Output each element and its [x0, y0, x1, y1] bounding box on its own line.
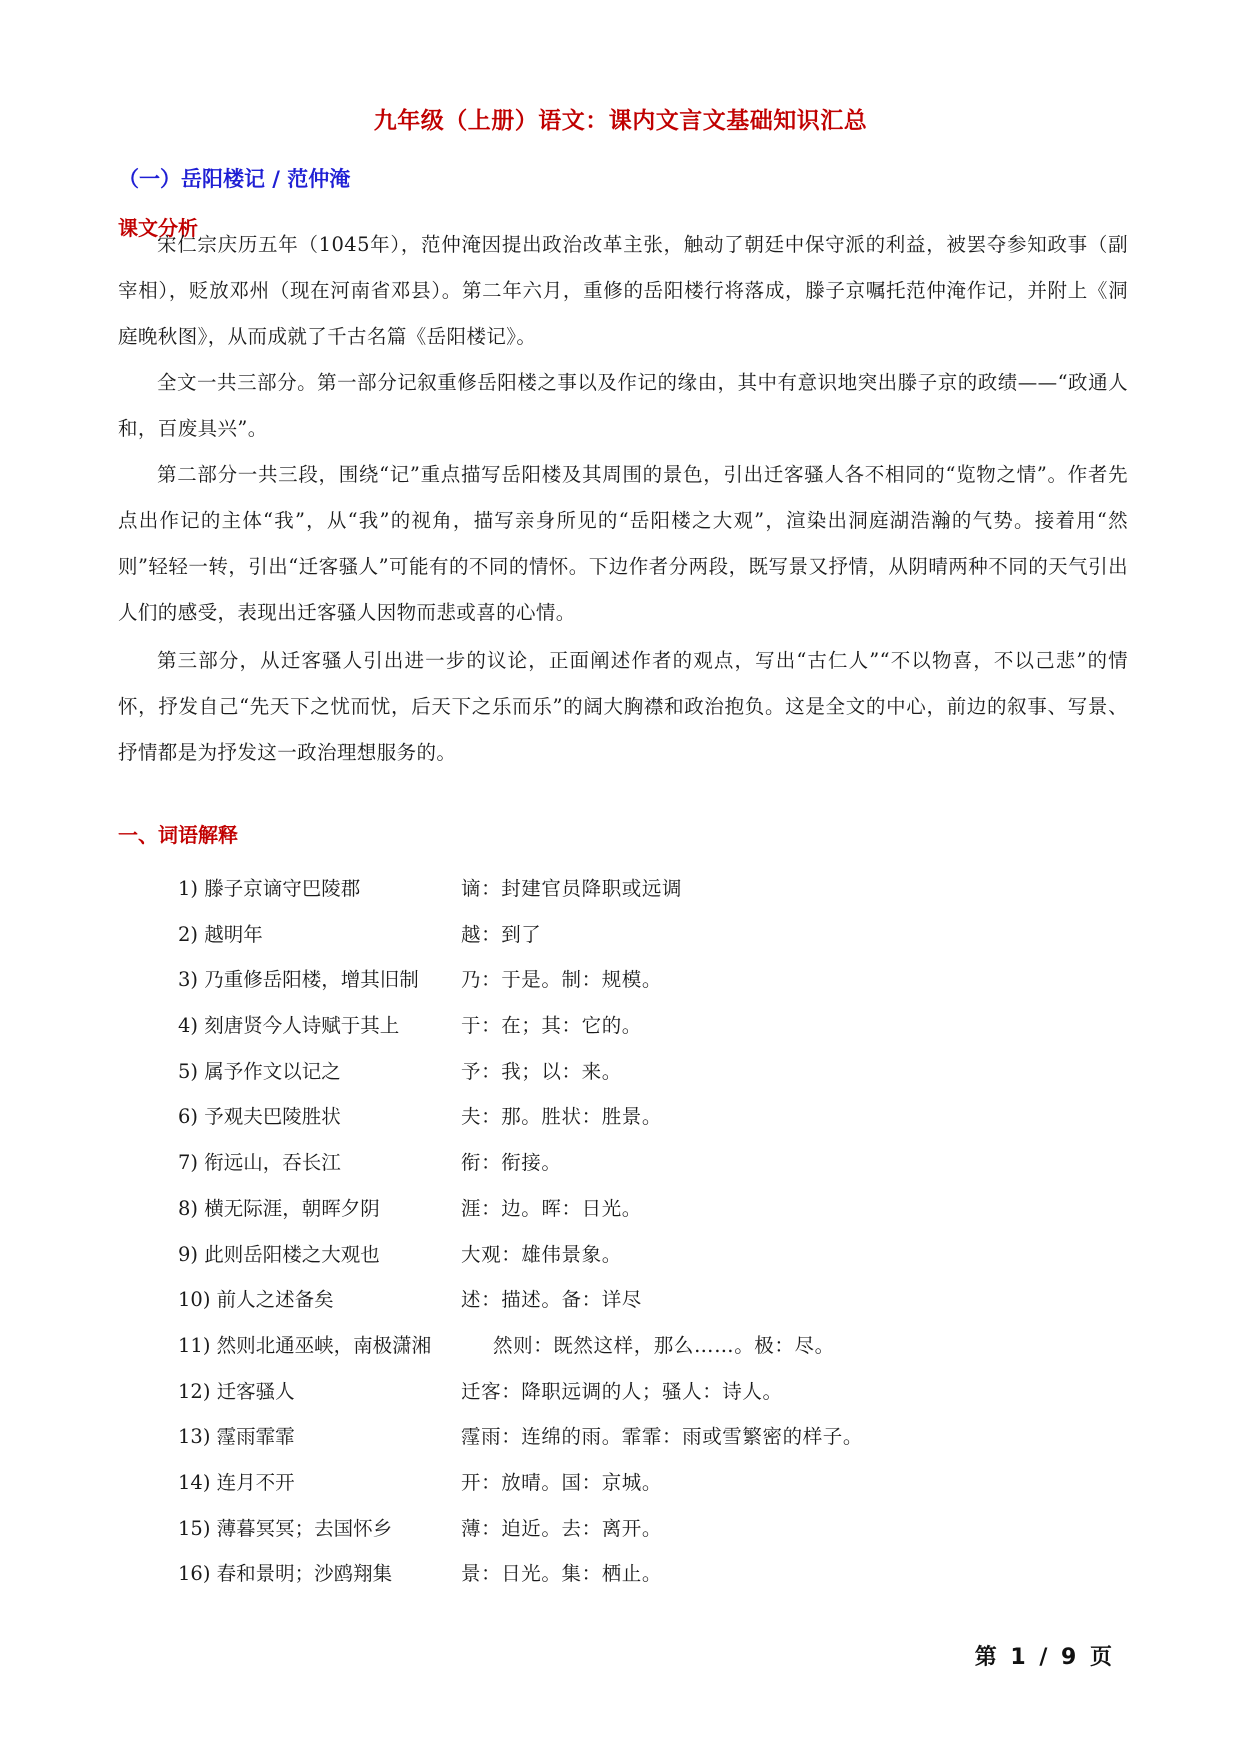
vocab-term: 刻唐贤今人诗赋于其上	[204, 1014, 400, 1038]
vocab-gloss: 乃：于是。制：规模。	[461, 968, 663, 992]
vocab-item	[178, 1140, 1078, 1186]
vocab-gloss: 景：日光。集：栖止。	[461, 1562, 663, 1586]
vocab-gloss: 涯：边。晖：日光。	[461, 1196, 642, 1220]
vocab-number: 16)	[178, 1562, 211, 1586]
vocab-number: 2)	[178, 922, 199, 946]
vocab-item	[178, 1506, 1078, 1552]
vocab-gloss: 然则：既然这样，那么……。极：尽。	[493, 1333, 835, 1357]
vocab-gloss: 霪雨：连绵的雨。霏霏：雨或雪繁密的样子。	[461, 1425, 864, 1449]
vocab-heading: 一、词语解释	[118, 823, 238, 847]
vocab-gloss: 于：在；其：它的。	[461, 1014, 642, 1038]
vocab-gloss: 予：我；以：来。	[461, 1059, 622, 1083]
vocab-term: 前人之述备矣	[216, 1288, 334, 1312]
vocab-item	[178, 1277, 1078, 1323]
vocab-item	[178, 1094, 1078, 1140]
vocab-number: 14)	[178, 1470, 211, 1494]
paragraph-background: 宋仁宗庆历五年（1045年），范仲淹因提出政治改革主张，触动了朝廷中保守派的利益，被罢夺参知政事（副宰相），贬放邓州（现在河南省邓县）。第二年六月，重修的岳阳楼行将落成，滕子京嘱托范仲淹作记，并附上《洞庭晚秋图》，从而成就了千古名篇《岳阳楼记》。	[118, 233, 1128, 348]
vocab-number: 12)	[178, 1379, 211, 1403]
vocab-term: 乃重修岳阳楼，增其旧制	[204, 968, 419, 992]
paragraph-part-one: 全文一共三部分。第一部分记叙重修岳阳楼之事以及作记的缘由，其中有意识地突出滕子京的政绩——“政通人和，百废具兴”。	[118, 371, 1128, 440]
vocab-item	[178, 1369, 1078, 1415]
vocab-item	[178, 1551, 1078, 1597]
vocab-term: 迁客骚人	[216, 1379, 295, 1403]
vocab-item	[178, 957, 1078, 1003]
vocab-term: 霪雨霏霏	[216, 1425, 295, 1449]
vocab-item	[178, 866, 1078, 912]
vocab-term: 春和景明；沙鸥翔集	[216, 1562, 393, 1586]
vocab-gloss: 越：到了	[461, 922, 542, 946]
vocab-gloss: 述：描述。备：详尽	[461, 1288, 642, 1312]
vocab-gloss: 薄：迫近。去：离开。	[461, 1516, 663, 1540]
paragraph-part-three: 第三部分，从迁客骚人引出进一步的议论，正面阐述作者的观点，写出“古仁人”“不以物喜，不以己悲”的情怀，抒发自己“先天下之忧而忧，后天下之乐而乐”的阔大胸襟和政治抱负。这是全文的中心，前边的叙事、写景、抒情都是为抒发这一政治理想服务的。	[118, 649, 1128, 764]
vocab-gloss: 大观：雄伟景象。	[461, 1242, 622, 1266]
vocab-number: 13)	[178, 1425, 211, 1449]
vocab-list	[178, 866, 1078, 1597]
vocab-item	[178, 912, 1078, 958]
analysis-heading: 课文分析	[118, 216, 198, 240]
document-title: 九年级（上册）语文：课内文言文基础知识汇总	[373, 108, 868, 134]
vocab-item	[178, 1186, 1078, 1232]
vocab-number: 3)	[178, 968, 199, 992]
section-title: （一）岳阳楼记 / 范仲淹	[118, 167, 351, 191]
vocab-term: 予观夫巴陵胜状	[204, 1105, 341, 1129]
vocab-number: 11)	[178, 1333, 211, 1357]
vocab-term: 属予作文以记之	[204, 1059, 341, 1083]
vocab-gloss: 迁客：降职远调的人；骚人：诗人。	[461, 1379, 783, 1403]
vocab-item	[178, 1414, 1078, 1460]
vocab-number: 7)	[178, 1151, 199, 1175]
paragraph-part-two: 第二部分一共三段，围绕“记”重点描写岳阳楼及其周围的景色，引出迁客骚人各不相同的“览物之情”。作者先点出作记的主体“我”，从“我”的视角，描写亲身所见的“岳阳楼之大观”，渲染出洞庭湖浩瀚的气势。接着用“然则”轻轻一转，引出“迁客骚人”可能有的不同的情怀。下边作者分两段，既写景又抒情，从阴晴两种不同的天气引出人们的感受，表现出迁客骚人因物而悲或喜的心情。	[118, 463, 1128, 624]
vocab-term: 然则北通巫峡，南极潇湘	[216, 1333, 432, 1357]
vocab-term: 此则岳阳楼之大观也	[204, 1242, 380, 1266]
vocab-term: 薄暮冥冥；去国怀乡	[216, 1516, 393, 1540]
vocab-item	[178, 1323, 1078, 1369]
vocab-number: 6)	[178, 1105, 199, 1129]
vocab-number: 1)	[178, 877, 199, 900]
vocab-term: 滕子京谪守巴陵郡	[204, 877, 361, 900]
vocab-number: 10)	[178, 1288, 211, 1312]
vocab-number: 5)	[178, 1059, 199, 1083]
vocab-number: 15)	[178, 1516, 211, 1540]
vocab-item	[178, 1460, 1078, 1506]
page-number: 第 1 / 9 页	[974, 1645, 1115, 1670]
vocab-item	[178, 1232, 1078, 1278]
vocab-term: 衔远山，吞长江	[204, 1151, 341, 1175]
vocab-term: 横无际涯，朝晖夕阴	[204, 1196, 380, 1220]
vocab-gloss: 夫：那。胜状：胜景。	[461, 1105, 663, 1129]
vocab-item	[178, 1049, 1078, 1095]
vocab-gloss: 谪：封建官员降职或远调	[461, 877, 683, 900]
vocab-term: 越明年	[204, 922, 263, 946]
vocab-gloss: 衔：衔接。	[461, 1151, 562, 1175]
vocab-item	[178, 1003, 1078, 1049]
vocab-gloss: 开：放晴。国：京城。	[461, 1470, 663, 1494]
vocab-number: 8)	[178, 1196, 199, 1220]
vocab-term: 连月不开	[216, 1470, 295, 1494]
vocab-number: 9)	[178, 1242, 199, 1266]
vocab-number: 4)	[178, 1014, 199, 1038]
